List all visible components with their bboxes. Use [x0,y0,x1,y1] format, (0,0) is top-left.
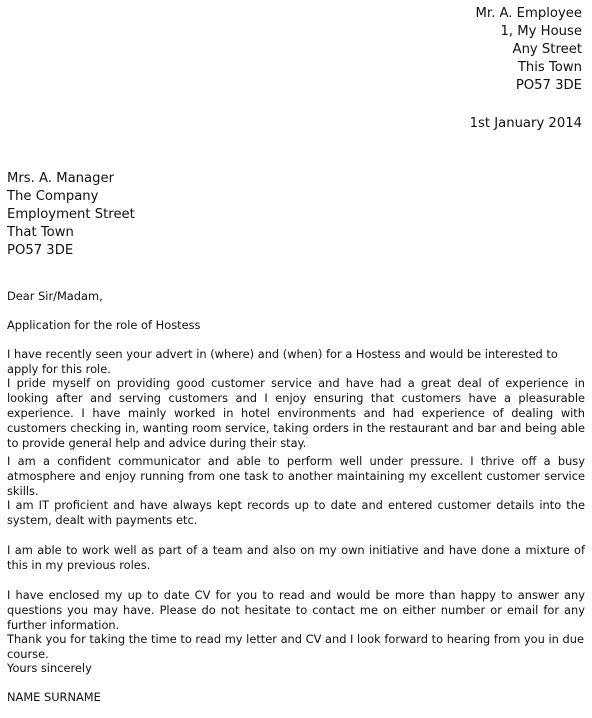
paragraph: I am able to work well as part of a team and also on my own initiative and have done a mixture of this in my previous roles. [7,543,585,573]
recipient-address-line: Employment Street [7,207,135,222]
paragraph: I have recently seen your advert in (where) and (when) for a Hostess and would be interested to apply for this role. [7,347,558,377]
sender-address-line: 1, My House [500,24,582,39]
recipient-address-block [7,170,135,260]
signature-name: NAME SURNAME [7,690,101,704]
recipient-address-line: That Town [7,225,74,240]
recipient-address-line: The Company [7,189,99,204]
salutation: Dear Sir/Madam, [7,289,103,303]
closing: Yours sincerely [7,661,92,675]
subject-line: Application for the role of Hostess [7,318,201,332]
paragraph: I have enclosed my up to date CV for you to read and would be more than happy to answer any questions you may have. Please do not hesitate to contact me on either number or email for any further information. [7,588,585,633]
recipient-postcode: PO57 3DE [7,243,74,258]
sender-address-line: Any Street [512,42,582,57]
sender-address-line: This Town [517,60,582,75]
recipient-name: Mrs. A. Manager [7,171,115,186]
letter-date: 1st January 2014 [469,116,582,131]
sender-name: Mr. A. Employee [475,6,582,21]
paragraph: I pride myself on providing good customer service and have had a great deal of experience in looking after and serving customers and I enjoy ensuring that customers have a pleasurable experience. I have mainly worked in hotel environments and had experience of dealing with customers checking in, wanting room service, taking orders in the restaurant and bar and being able to provide general help and advice during their stay. [7,376,585,451]
sender-address-block [476,5,582,95]
paragraph: Thank you for taking the time to read my letter and CV and I look forward to hearing from you in due course. [7,632,584,662]
paragraph: I am IT proficient and have always kept records up to date and entered customer details into the system, dealt with payments etc. [7,498,585,528]
paragraph: I am a confident communicator and able to perform well under pressure. I thrive off a busy atmosphere and enjoy running from one task to another maintaining my excellent customer service skills. [7,454,585,499]
sender-postcode: PO57 3DE [515,78,582,93]
